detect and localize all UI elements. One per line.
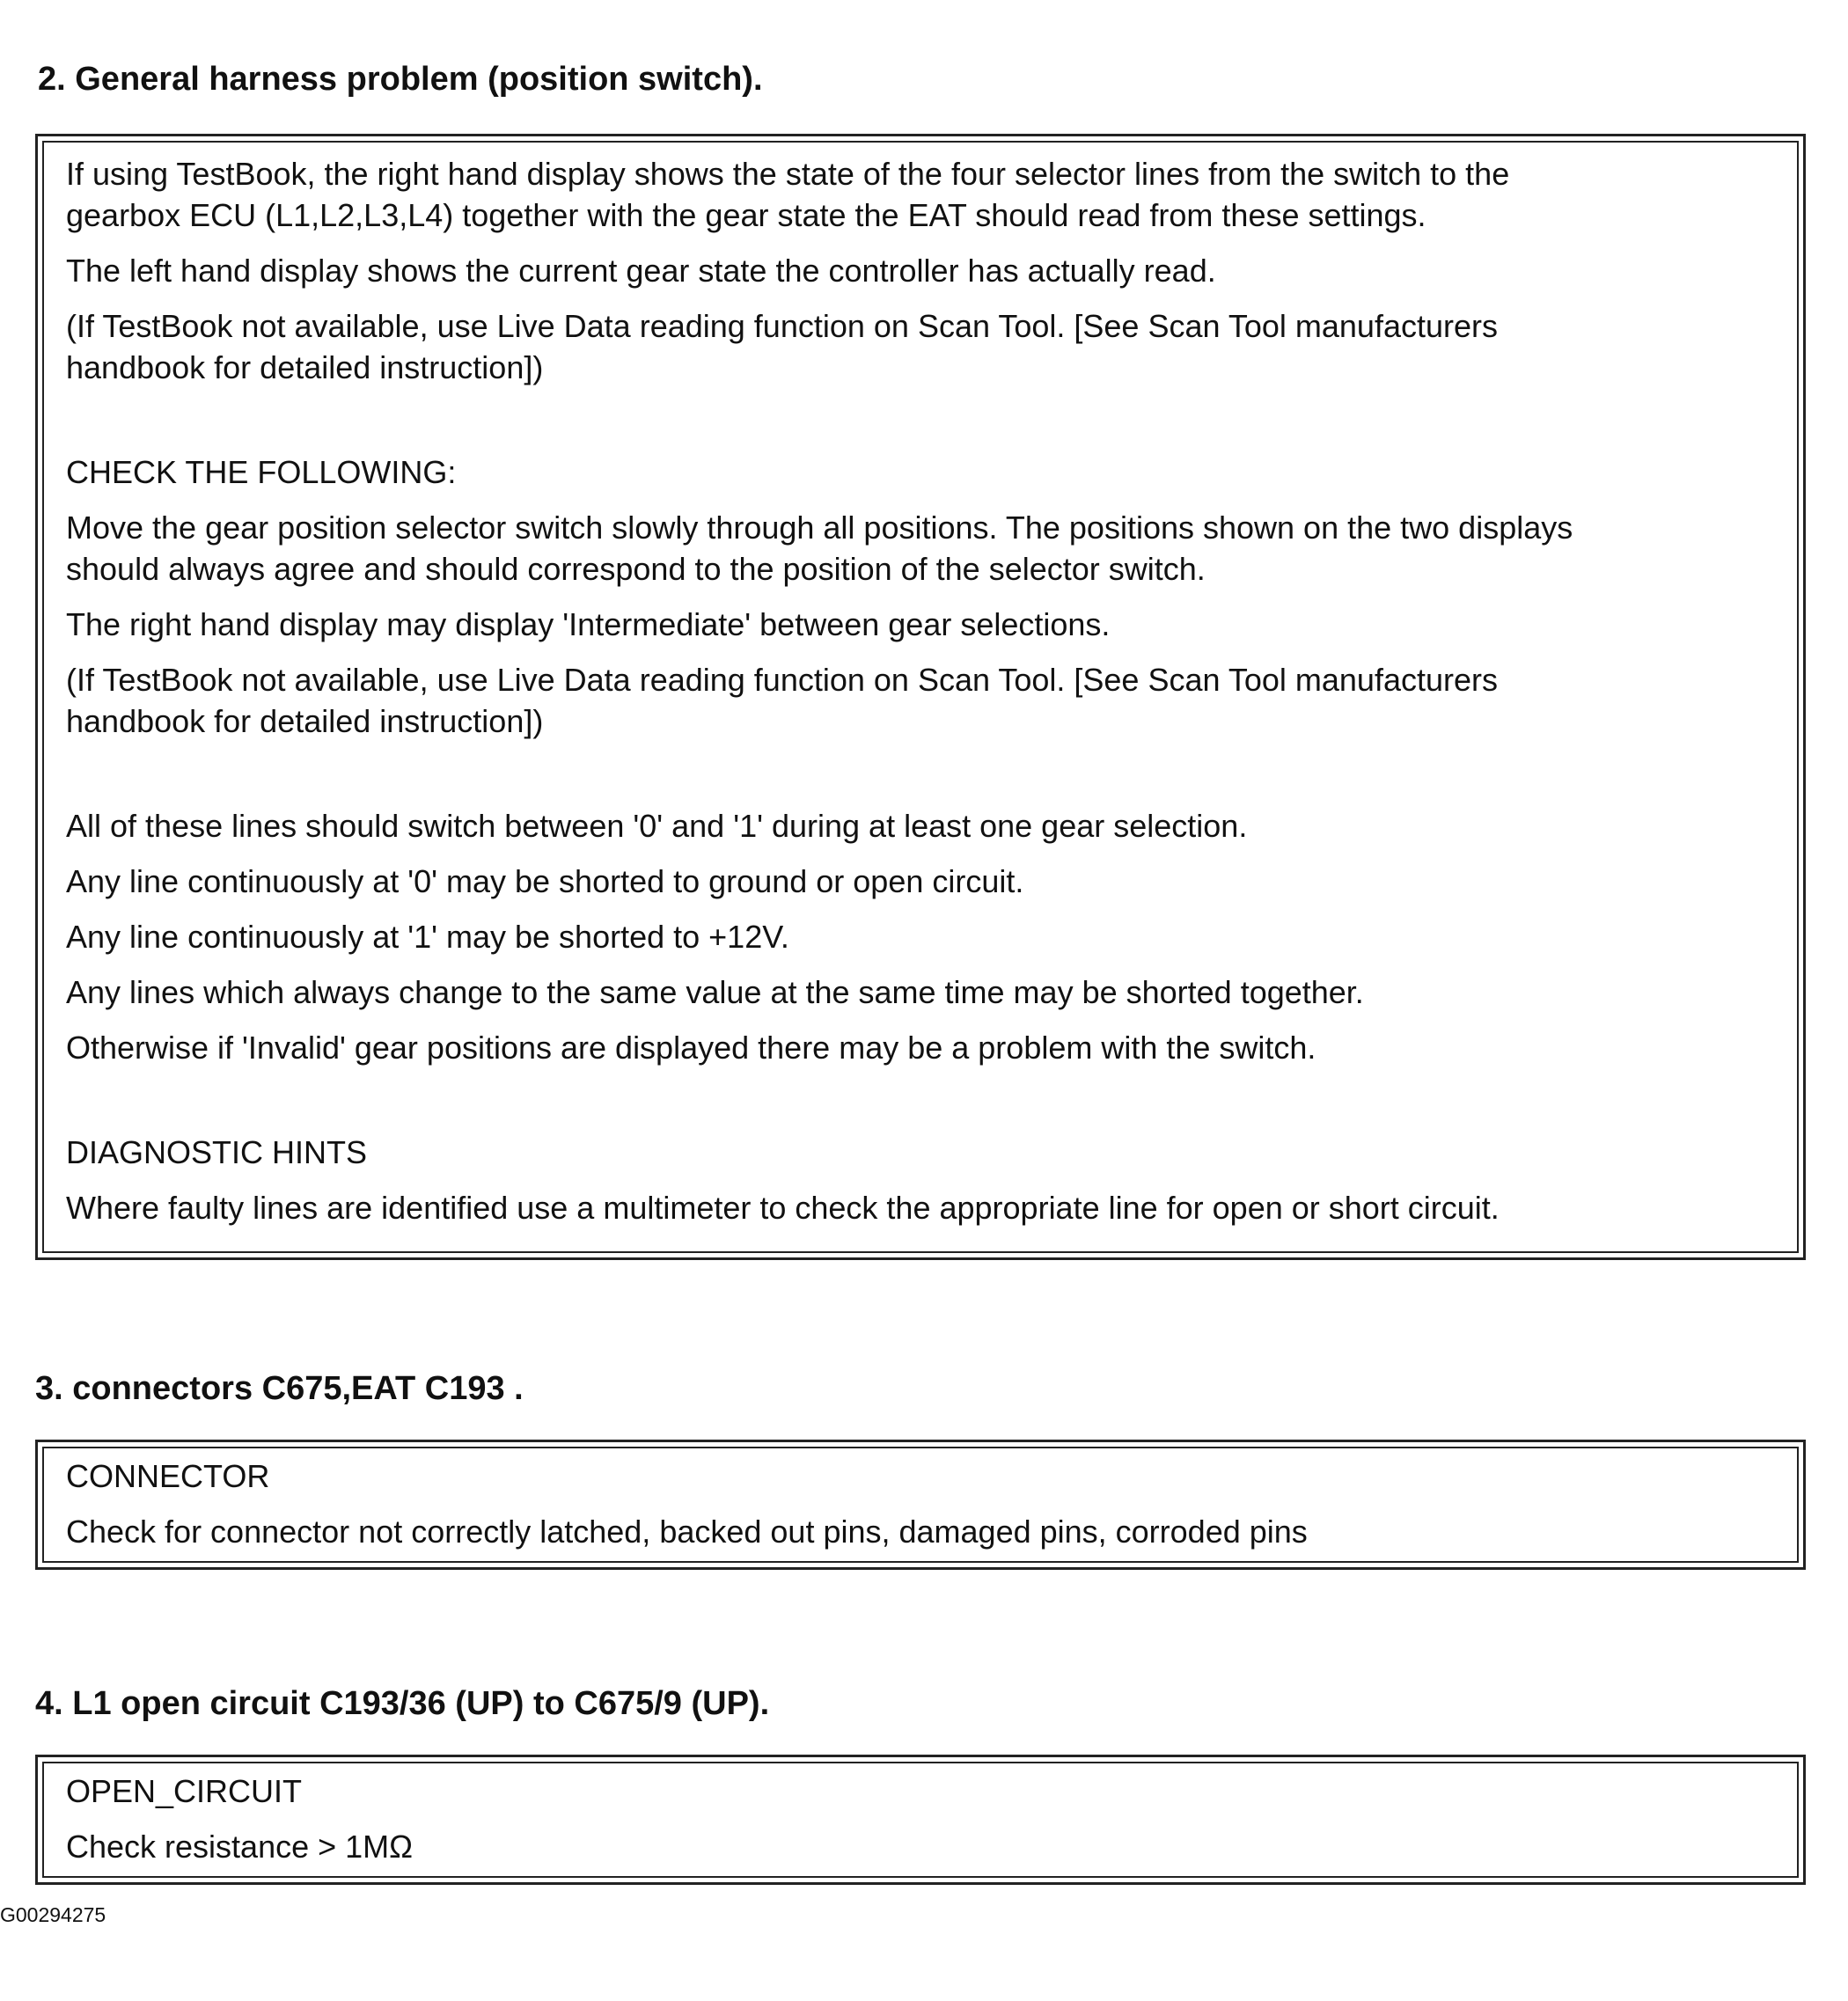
- text-line: If using TestBook, the right hand display shows the state of the four selector lines from the switch to the: [66, 156, 1510, 192]
- section-3-heading: 3. connectors C675,EAT C193 .: [35, 1370, 524, 1407]
- paragraph: [66, 250, 1778, 291]
- text-line: The left hand display shows the current gear state the controller has actually read.: [66, 253, 1216, 289]
- section-3-box: [35, 1440, 1806, 1570]
- figure-code: G00294275: [0, 1903, 106, 1926]
- section-2-box: [35, 134, 1806, 1260]
- paragraph: [66, 1511, 1778, 1552]
- section-2-heading: 2. General harness problem (position switch).: [38, 61, 763, 98]
- paragraph: [66, 1826, 1778, 1867]
- section-2-content: [42, 141, 1799, 1253]
- paragraph: [66, 971, 1778, 1013]
- text-line: The right hand display may display 'Intermediate' between gear selections.: [66, 606, 1111, 642]
- paragraph: [66, 916, 1778, 957]
- paragraph: [66, 1770, 1778, 1812]
- section-4-box: [35, 1755, 1806, 1885]
- paragraph: [66, 604, 1778, 645]
- paragraph: [66, 1455, 1778, 1497]
- paragraph: [66, 305, 1778, 388]
- paragraph: [66, 659, 1778, 742]
- text-line: Move the gear position selector switch slowly through all positions. The positions shown on the two displays: [66, 509, 1573, 546]
- text-line: Otherwise if 'Invalid' gear positions are displayed there may be a problem with the switch.: [66, 1030, 1316, 1066]
- check-heading: CHECK THE FOLLOWING:: [66, 454, 457, 490]
- open-circuit-heading: OPEN_CIRCUIT: [66, 1773, 303, 1809]
- paragraph: [66, 861, 1778, 902]
- text-line: handbook for detailed instruction]): [66, 349, 544, 385]
- text-line: Check for connector not correctly latched, backed out pins, damaged pins, corroded pins: [66, 1514, 1308, 1550]
- text-line: Any line continuously at '1' may be shorted to +12V.: [66, 919, 789, 955]
- text-line: gearbox ECU (L1,L2,L3,L4) together with the gear state the EAT should read from these settings.: [66, 197, 1426, 233]
- paragraph: [66, 507, 1778, 590]
- paragraph: [66, 1187, 1778, 1228]
- hints-heading: DIAGNOSTIC HINTS: [66, 1134, 368, 1170]
- text-line: Any lines which always change to the same value at the same time may be shorted together.: [66, 974, 1364, 1010]
- paragraph: [66, 1132, 1778, 1173]
- text-line: Any line continuously at '0' may be shorted to ground or open circuit.: [66, 863, 1024, 899]
- section-4-heading: 4. L1 open circuit C193/36 (UP) to C675/9 (UP).: [35, 1685, 770, 1722]
- text-line: handbook for detailed instruction]): [66, 703, 544, 739]
- section-4-content: [42, 1762, 1799, 1878]
- text-line: Check resistance > 1MΩ: [66, 1829, 414, 1865]
- text-line: All of these lines should switch between '0' and '1' during at least one gear selection.: [66, 808, 1248, 844]
- paragraph: [66, 451, 1778, 493]
- text-line: Where faulty lines are identified use a multimeter to check the appropriate line for open or short circuit.: [66, 1190, 1500, 1226]
- paragraph: [66, 805, 1778, 847]
- paragraph: [66, 153, 1778, 236]
- connector-heading: CONNECTOR: [66, 1458, 270, 1494]
- section-3-content: [42, 1447, 1799, 1563]
- text-line: (If TestBook not available, use Live Data reading function on Scan Tool. [See Scan Tool manufacturers: [66, 308, 1498, 344]
- paragraph: [66, 1027, 1778, 1068]
- text-line: should always agree and should correspond to the position of the selector switch.: [66, 551, 1206, 587]
- text-line: (If TestBook not available, use Live Data reading function on Scan Tool. [See Scan Tool manufacturers: [66, 662, 1498, 698]
